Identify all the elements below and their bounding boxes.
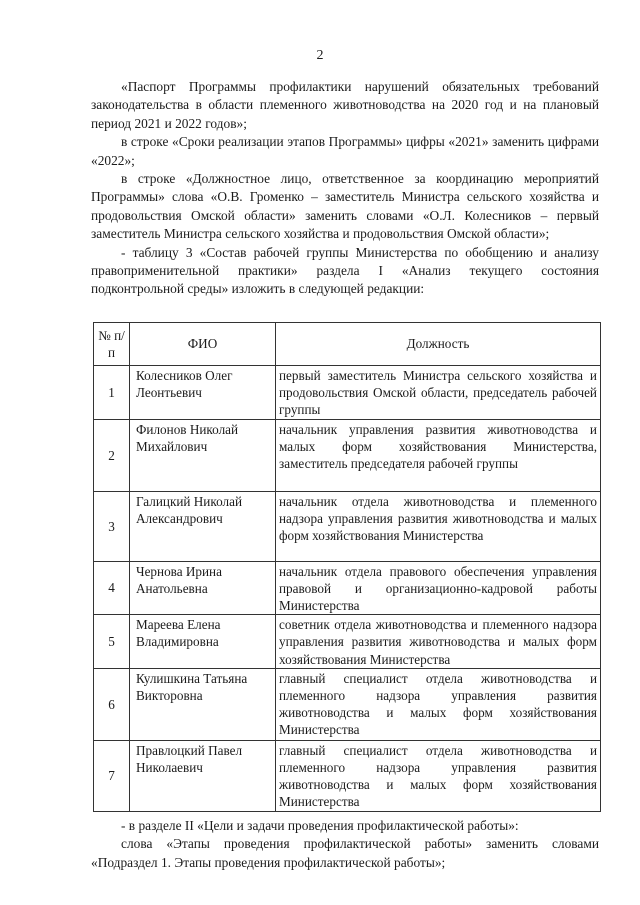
table-row — [94, 561, 601, 615]
header-num: № п/п — [94, 323, 130, 366]
table-row — [94, 740, 601, 811]
row-number: 2 — [94, 419, 130, 491]
paragraph-official: в строке «Должностное лицо, ответственное за координацию мероприятий Программы» слова «О.В. Громенко – заместитель Министра сельского хозяйства и продовольствия Омской области» заменить словами «О.Л. Колесников – первый заместитель Министра сельского хозяйства и продовольствия Омской области»; — [91, 171, 599, 242]
after-table-text — [91, 817, 599, 872]
table-row — [94, 366, 601, 420]
body-text — [91, 78, 599, 299]
row-number: 3 — [94, 491, 130, 561]
row-number: 6 — [94, 668, 130, 740]
table-header-row — [94, 323, 601, 366]
row-fio: Правлоцкий Павел Николаевич — [130, 740, 276, 811]
row-position: начальник отдела правового обеспечения управления правовой и организационно-кадровой работы Министерства — [276, 561, 601, 615]
paragraph-replace-words: слова «Этапы проведения профилактической работы» заменить словами «Подраздел 1. Этапы проведения профилактической работы»; — [91, 836, 599, 870]
table-row — [94, 419, 601, 491]
row-fio: Чернова Ирина Анатольевна — [130, 561, 276, 615]
row-fio: Филонов Николай Михайлович — [130, 419, 276, 491]
row-number: 1 — [94, 366, 130, 420]
working-group-table — [93, 322, 601, 812]
row-position: советник отдела животноводства и племенного надзора управления развития животноводства и малых форм хозяйствования Министерства — [276, 615, 601, 669]
paragraph-terms: в строке «Сроки реализации этапов Программы» цифры «2021» заменить цифрами «2022»; — [91, 134, 599, 168]
row-fio: Мареева Елена Владимировна — [130, 615, 276, 669]
page-number: 2 — [316, 48, 324, 63]
table-row — [94, 668, 601, 740]
row-position: начальник отдела животноводства и племенного надзора управления развития животноводства и малых форм хозяйствования Министерства — [276, 491, 601, 561]
row-fio: Галицкий Николай Александрович — [130, 491, 276, 561]
table-row — [94, 615, 601, 669]
row-position: первый заместитель Министра сельского хозяйства и продовольствия Омской области, председатель рабочей группы — [276, 366, 601, 420]
row-fio: Колесников Олег Леонтьевич — [130, 366, 276, 420]
row-number: 4 — [94, 561, 130, 615]
row-fio: Кулишкина Татьяна Викторовна — [130, 668, 276, 740]
row-position: главный специалист отдела животноводства и племенного надзора управления развития животноводства и малых форм хозяйствования Министерства — [276, 668, 601, 740]
paragraph-table-intro: - таблицу 3 «Состав рабочей группы Министерства по обобщению и анализу правоприменительной практики» раздела I «Анализ текущего состояния подконтрольной среды» изложить в следующей редакции: — [91, 244, 599, 297]
table-row — [94, 491, 601, 561]
row-number: 5 — [94, 615, 130, 669]
paragraph-passport: «Паспорт Программы профилактики нарушений обязательных требований законодательства в области племенного животноводства на 2020 год и на плановый период 2021 и 2022 годов»; — [91, 79, 599, 131]
header-position: Должность — [276, 323, 601, 366]
paragraph-section-ii: - в разделе II «Цели и задачи проведения профилактической работы»: — [121, 818, 519, 833]
row-number: 7 — [94, 740, 130, 811]
row-position: главный специалист отдела животноводства и племенного надзора управления развития животноводства и малых форм хозяйствования Министерства — [276, 740, 601, 811]
header-fio: ФИО — [130, 323, 276, 366]
row-position: начальник управления развития животноводства и малых форм хозяйствования Министерства, заместитель председателя рабочей группы — [276, 419, 601, 491]
